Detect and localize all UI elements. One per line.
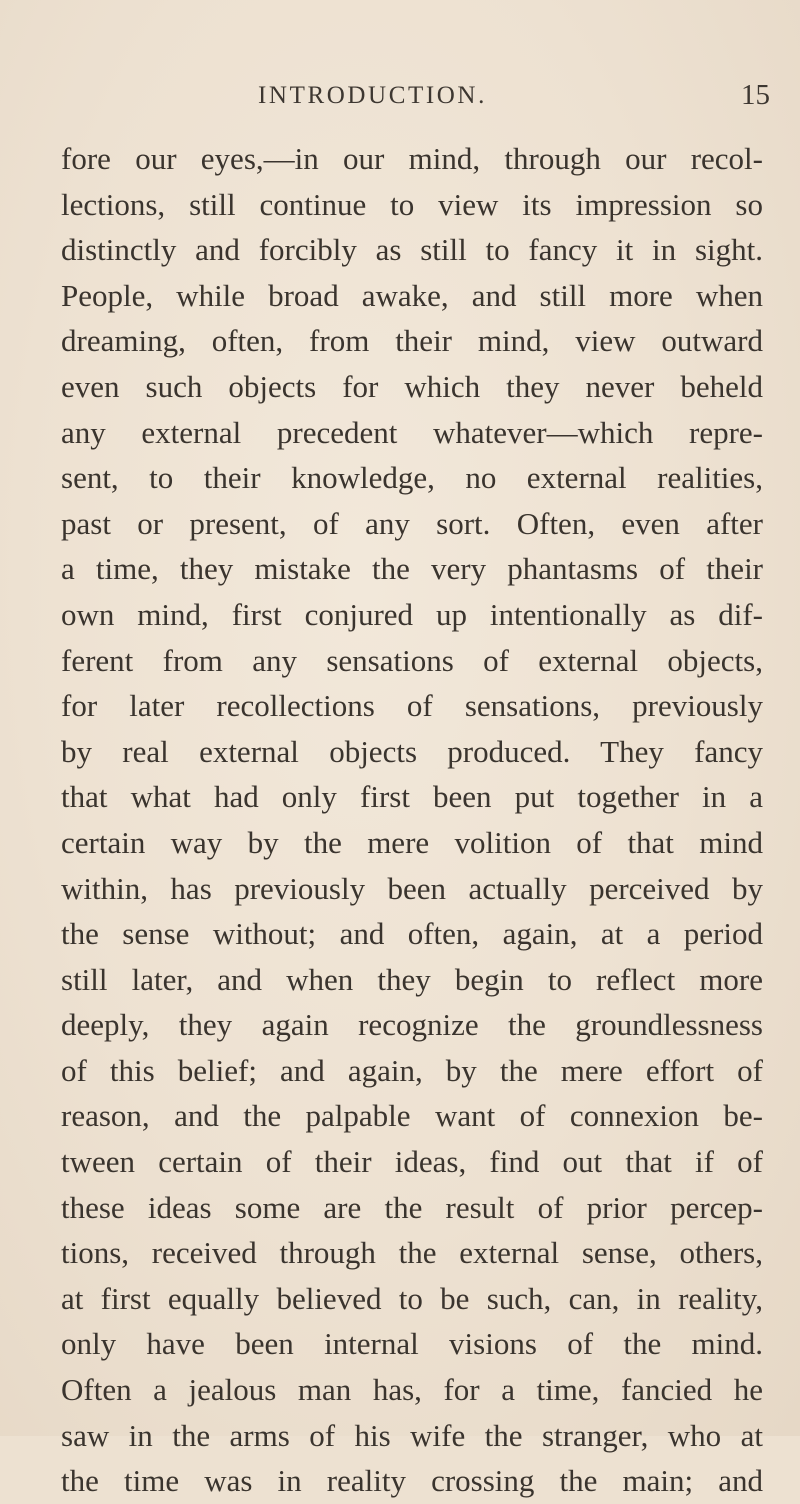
text-line: fore our eyes,—in our mind, through our recol- [61,141,763,176]
page-number: 15 [741,79,770,111]
text-line: for later recollections of sensations, previously [61,688,763,724]
text-line: saw in the arms of his wife the stranger, who at [61,1417,763,1453]
text-line: at first equally believed to be such, can, in reality, [61,1280,763,1316]
text-line: People, while broad awake, and still more when [61,277,763,313]
text-line: past or present, of any sort. Often, even after [61,505,763,541]
text-line: own mind, first conjured up intentionally as dif- [61,596,763,632]
text-line: distinctly and forcibly as still to fancy it in sight. [61,232,763,268]
text-line: the sense without; and often, again, at a period [61,916,763,952]
text-line: of this belief; and again, by the mere effort of [61,1052,763,1088]
text-line: sent, to their knowledge, no external realities, [61,460,763,496]
text-line: dreaming, often, from their mind, view outward [61,323,763,359]
text-line: by real external objects produced. They fancy [61,733,763,769]
text-line: even such objects for which they never beheld [61,368,763,404]
text-line: the time was in reality crossing the main; and [61,1463,763,1499]
text-line: reason, and the palpable want of connexion be- [61,1098,763,1134]
section-title: INTRODUCTION. [258,82,487,109]
text-line: still later, and when they begin to reflect more [61,961,763,997]
text-line: deeply, they again recognize the groundlessness [61,1007,763,1043]
text-line: lections, still continue to view its impression so [61,186,763,222]
body-text [61,136,763,1504]
text-line: tions, received through the external sense, others, [61,1235,763,1271]
text-line: within, has previously been actually perceived by [61,870,763,906]
text-line: that what had only first been put together in a [61,779,763,815]
text-line: certain way by the mere volition of that mind [61,824,763,860]
running-head [0,79,800,122]
text-line: any external precedent whatever—which repre- [61,414,763,450]
text-line: only have been internal visions of the mind. [61,1326,763,1362]
text-line: ferent from any sensations of external objects, [61,642,763,678]
text-line: a time, they mistake the very phantasms of their [61,551,763,587]
text-line: tween certain of their ideas, find out that if of [61,1144,763,1180]
text-line: these ideas some are the result of prior percep- [61,1189,763,1225]
text-line: Often a jealous man has, for a time, fancied he [61,1372,763,1408]
